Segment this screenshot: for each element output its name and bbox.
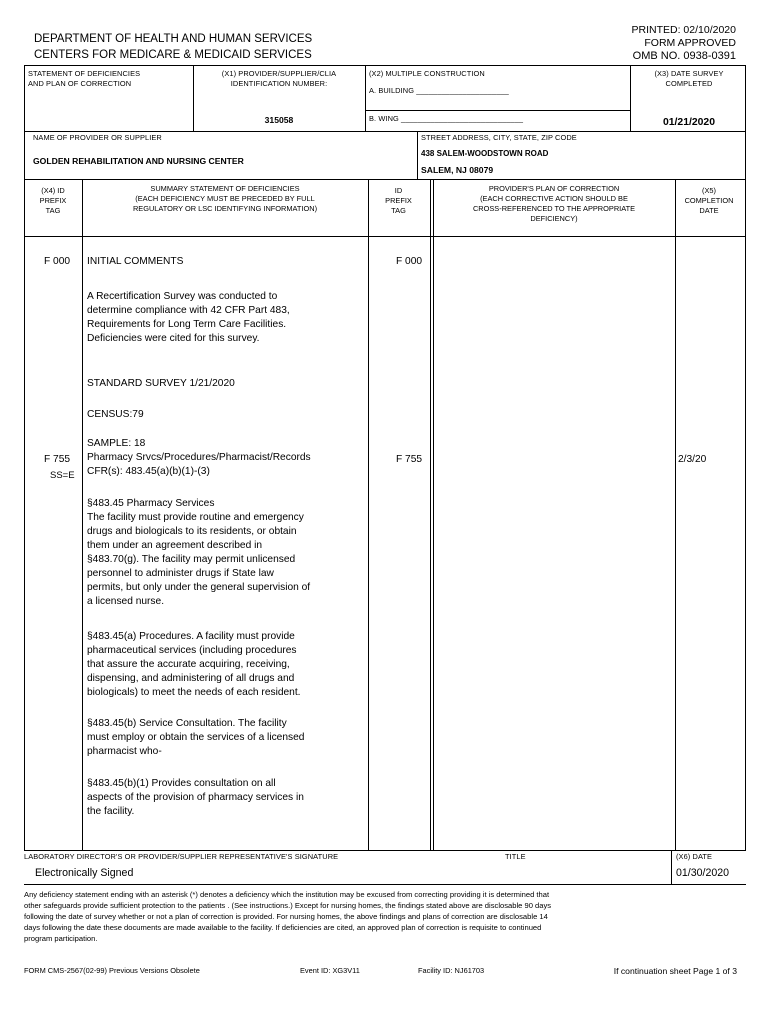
title-label: TITLE xyxy=(505,852,526,861)
rule xyxy=(671,850,672,884)
building-blank: ______________________ xyxy=(416,86,509,95)
rule xyxy=(24,850,746,851)
tag-f755: F 755 xyxy=(44,454,71,465)
address-street: 438 SALEM-WOODSTOWN ROAD xyxy=(421,149,549,158)
signature-date-value: 01/30/2020 xyxy=(676,867,730,879)
completion-header: (X5) COMPLETION DATE xyxy=(684,186,734,215)
rule xyxy=(24,65,746,66)
survey-date-label: (X3) DATE SURVEY COMPLETED xyxy=(654,69,724,88)
rule xyxy=(368,179,369,850)
department-name: DEPARTMENT OF HEALTH AND HUMAN SERVICES xyxy=(34,33,313,45)
address-label: STREET ADDRESS, CITY, STATE, ZIP CODE xyxy=(421,133,577,142)
signature-date-label: (X6) DATE xyxy=(676,852,713,861)
provider-id-label: (X1) PROVIDER/SUPPLIER/CLIA IDENTIFICATION NUMBER: xyxy=(221,69,337,88)
rule xyxy=(630,65,631,131)
address-city: SALEM, NJ 08079 xyxy=(421,165,494,175)
initial-comments-heading: INITIAL COMMENTS xyxy=(87,256,184,267)
tag-f755-right: F 755 xyxy=(396,454,423,465)
wing-blank: _____________________________ xyxy=(401,114,524,123)
printed-date: PRINTED: 02/10/2020 xyxy=(631,24,736,36)
survey-description: A Recertification Survey was conducted to determine compliance with 42 CFR Part 483, Requirements for Long Term Care Facilities. Deficiencies were cited for this survey. xyxy=(87,291,290,344)
census: CENSUS:79 xyxy=(87,409,144,420)
omb-number: OMB NO. 0938-0391 xyxy=(632,50,736,62)
rule xyxy=(193,65,194,131)
survey-date-value: 01/21/2020 xyxy=(662,117,715,128)
service-consultation-paragraph: §483.45(b) Service Consultation. The facility must employ or obtain the services of a licensed pharmacist who- xyxy=(87,718,305,757)
rule xyxy=(24,179,25,850)
sample-and-regulation: SAMPLE: 18 Pharmacy Srvcs/Procedures/Pharmacist/Records CFR(s): 483.45(a)(b)(1)-(3) xyxy=(87,438,311,477)
signature-label: LABORATORY DIRECTOR'S OR PROVIDER/SUPPLIER REPRESENTATIVE'S SIGNATURE xyxy=(24,852,339,861)
pharmacy-services-paragraph: §483.45 Pharmacy Services The facility must provide routine and emergency drugs and biologicals to its residents, or obtain them under an agreement described in §483.70(g). The facility may permit unlicensed personnel to administer drugs if State law permits, but only under the general supervision of a licensed nurse. xyxy=(87,498,311,607)
form-approved: FORM APPROVED xyxy=(644,37,736,49)
multiple-construction-label: (X2) MULTIPLE CONSTRUCTION xyxy=(369,69,485,78)
wing-label: B. WING xyxy=(369,114,399,123)
page-indicator: If continuation sheet Page 1 of 3 xyxy=(613,966,737,976)
tag-f755-scope: SS=E xyxy=(50,470,75,481)
building-field xyxy=(369,86,509,96)
tag-f000-right: F 000 xyxy=(396,256,423,267)
procedures-paragraph: §483.45(a) Procedures. A facility must provide pharmaceutical services (including procedures that assure the accurate acquiring, receiving, dispensing, and administering of all drugs and biologicals) to meet the needs of each resident. xyxy=(87,631,301,698)
rule xyxy=(433,179,434,850)
id-prefix-header: ID PREFIX TAG xyxy=(385,186,412,215)
rule xyxy=(24,131,746,132)
agency-name: CENTERS FOR MEDICARE & MEDICAID SERVICES xyxy=(34,49,312,61)
tag-f000: F 000 xyxy=(44,256,71,267)
summary-header: SUMMARY STATEMENT OF DEFICIENCIES (EACH DEFICIENCY MUST BE PRECEDED BY FULL REGULATORY OR LSC IDENTIFYING INFORMATION) xyxy=(132,184,318,213)
building-label: A. BUILDING xyxy=(369,86,415,95)
rule xyxy=(365,110,630,111)
provider-name: GOLDEN REHABILITATION AND NURSING CENTER xyxy=(33,156,244,166)
x4-header: (X4) ID PREFIX TAG xyxy=(39,186,67,215)
rule xyxy=(24,884,746,885)
rule xyxy=(745,65,746,179)
department-header xyxy=(34,31,312,63)
consultation-paragraph: §483.45(b)(1) Provides consultation on all aspects of the provision of pharmacy services in the facility. xyxy=(87,778,304,817)
signature-value: Electronically Signed xyxy=(35,867,134,879)
standard-survey: STANDARD SURVEY 1/21/2020 xyxy=(87,378,235,389)
facility-id: Facility ID: NJ61703 xyxy=(418,966,485,975)
form-number: FORM CMS-2567(02-99) Previous Versions Obsolete xyxy=(24,966,200,975)
event-id: Event ID: XG3V11 xyxy=(300,966,360,975)
rule xyxy=(24,236,746,237)
completion-date-f755: 2/3/20 xyxy=(678,454,707,465)
disclaimer: Any deficiency statement ending with an asterisk (*) denotes a deficiency which the institution may be excused from correcting providing it is determined that other safeguards provide sufficient protection to the patients . (See instructions.) Except for nursing homes, the findings stated above are disclosable 90 days following the date of survey whether or not a plan of correction is provided. For nursing homes, the above findings and plans of correction are disclosable 14 days following the date these documents are made available to the facility. If deficiencies are cited, an approved plan of correction is requisite to continued program participation. xyxy=(24,890,552,943)
rule xyxy=(365,65,366,131)
rule xyxy=(24,65,25,179)
rule xyxy=(745,179,746,850)
statement-label: STATEMENT OF DEFICIENCIES AND PLAN OF CORRECTION xyxy=(28,69,141,88)
rule xyxy=(675,179,676,850)
plan-header: PROVIDER'S PLAN OF CORRECTION (EACH CORRECTIVE ACTION SHOULD BE CROSS-REFERENCED TO THE APPROPRIATE DEFICIENCY) xyxy=(472,184,636,223)
wing-field xyxy=(369,114,523,124)
rule xyxy=(430,179,431,850)
provider-name-label: NAME OF PROVIDER OR SUPPLIER xyxy=(33,133,162,142)
rule xyxy=(24,179,746,180)
provider-id-value: 315058 xyxy=(264,115,294,125)
form-info xyxy=(632,24,736,63)
rule xyxy=(82,179,83,850)
rule xyxy=(417,131,418,179)
